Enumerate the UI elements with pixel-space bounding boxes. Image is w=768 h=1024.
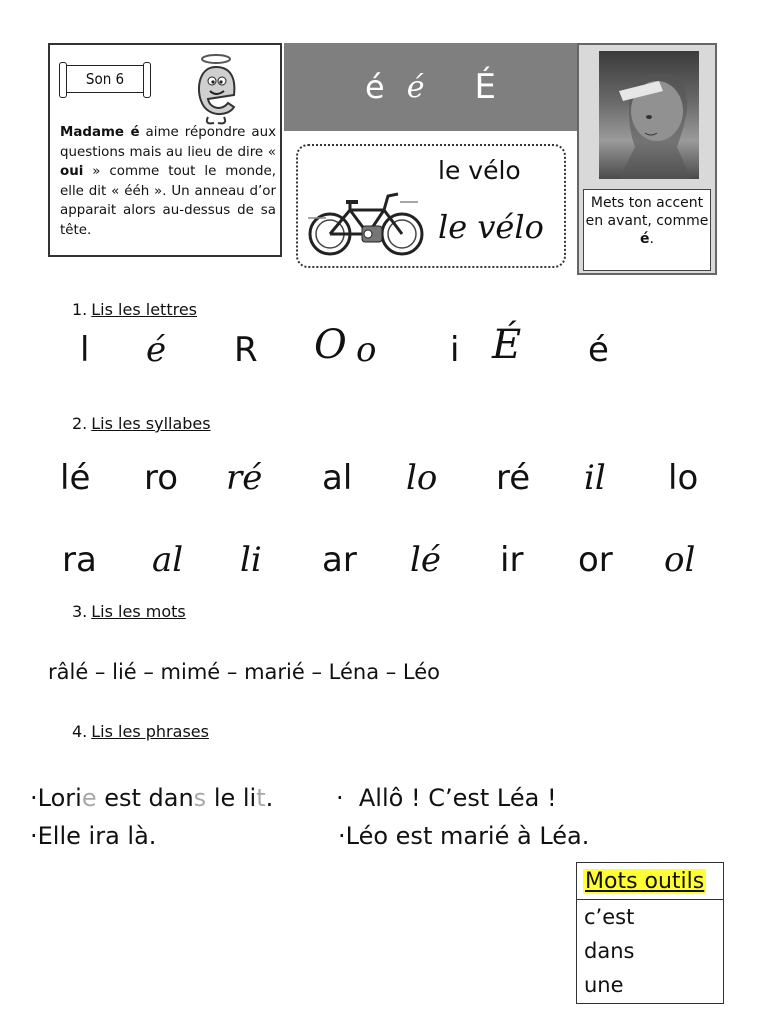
section-number: 4.	[72, 722, 88, 741]
section-label: Lis les lettres	[91, 300, 197, 319]
syllable-item: ar	[322, 540, 357, 580]
bullet: ·	[338, 822, 346, 850]
bold-madame-e: Madame é	[60, 125, 140, 140]
syllable-item: lo	[406, 458, 438, 498]
syllable-item: ré	[226, 458, 263, 498]
letter-item: O	[314, 322, 347, 368]
syllable-item: ro	[144, 458, 179, 498]
syllable-item: lo	[668, 458, 699, 498]
section-number: 2.	[72, 414, 88, 433]
sentence-part: .	[265, 784, 274, 812]
caption-bold-e: é	[640, 231, 650, 247]
sentence-3	[30, 822, 156, 850]
madame-e-mascot-icon	[188, 51, 244, 127]
caption-text: Mets ton accent en avant, comme	[585, 195, 709, 229]
mots-outils-table	[576, 862, 724, 1004]
syllable-item: al	[152, 540, 184, 580]
mots-outils-item: dans	[584, 939, 635, 963]
section-number: 3.	[72, 602, 88, 621]
sentence-text: Léo est marié à Léa.	[345, 822, 590, 850]
bold-oui: oui	[60, 164, 84, 179]
word-example-box	[296, 144, 566, 268]
child-photo	[599, 51, 699, 179]
word-velo-cursive: le vélo	[438, 208, 544, 246]
sentence-part: Lori	[37, 784, 82, 812]
syllables-row-2	[0, 540, 768, 600]
sentence-text: Elle ira là.	[37, 822, 157, 850]
letter-item: R	[234, 330, 258, 370]
character-box	[48, 43, 282, 257]
bicycle-icon	[306, 188, 430, 256]
sentence-text: Allô ! C’est Léa !	[358, 784, 557, 812]
letter-e-capital: É	[474, 67, 496, 107]
syllable-item: al	[322, 458, 353, 498]
sentence-1	[30, 784, 273, 812]
syllable-item: li	[240, 540, 262, 580]
silent-letter: e	[81, 784, 97, 812]
section-label: Lis les phrases	[91, 722, 209, 741]
syllable-item: il	[584, 458, 606, 498]
silent-letter: t	[256, 784, 266, 812]
syllable-item: ir	[500, 540, 524, 580]
mots-outils-header	[577, 863, 723, 900]
syllable-item: or	[578, 540, 613, 580]
sentence-part: est dan	[96, 784, 194, 812]
caption-period: .	[649, 231, 654, 247]
section-number: 1.	[72, 300, 88, 319]
bullet: ·	[336, 784, 359, 812]
letter-item: É	[492, 322, 522, 368]
syllable-item: lé	[410, 540, 441, 580]
desc-part2: » comme tout le monde, elle dit « ééh ». Un anneau d’or apparait alors au-dessus de sa tête.	[60, 164, 276, 238]
mots-outils-title: Mots outils	[585, 868, 705, 894]
letter-e-print: é	[365, 68, 385, 106]
accent-caption	[583, 189, 711, 271]
syllable-item: ré	[496, 458, 531, 498]
son-label: Son 6	[64, 65, 146, 93]
section-3-title	[72, 602, 186, 621]
words-line: râlé – lié – mimé – marié – Léna – Léo	[48, 660, 441, 684]
title-bar	[284, 43, 577, 131]
syllable-item: lé	[60, 458, 91, 498]
desc-part1: aime répondre aux questions mais au lieu de dire «	[60, 125, 276, 160]
silent-letter: s	[193, 784, 207, 812]
section-1-title	[72, 300, 197, 319]
letter-item: i	[450, 330, 460, 370]
sentence-4	[338, 822, 589, 850]
letter-item: l	[80, 330, 90, 370]
accent-box	[577, 43, 717, 275]
bullet: ·	[30, 784, 38, 812]
syllable-item: ol	[664, 540, 696, 580]
letter-item: é	[588, 330, 609, 370]
child-saluting-icon	[599, 51, 699, 179]
bullet: ·	[30, 822, 38, 850]
section-label: Lis les syllabes	[91, 414, 211, 433]
letter-item: é	[146, 330, 167, 370]
mots-outils-item: une	[584, 973, 624, 997]
sentence-part: le li	[206, 784, 257, 812]
section-label: Lis les mots	[91, 602, 186, 621]
section-2-title	[72, 414, 211, 433]
letters-row	[72, 322, 672, 390]
mots-outils-item: c’est	[584, 905, 635, 929]
letter-item: o	[356, 330, 377, 370]
word-velo-print: le vélo	[438, 156, 521, 185]
letter-e-cursive: é	[406, 69, 425, 105]
syllables-row-1	[0, 458, 768, 518]
syllable-item: ra	[62, 540, 97, 580]
sentence-2	[336, 784, 557, 812]
character-description	[60, 123, 276, 240]
section-4-title	[72, 722, 209, 741]
